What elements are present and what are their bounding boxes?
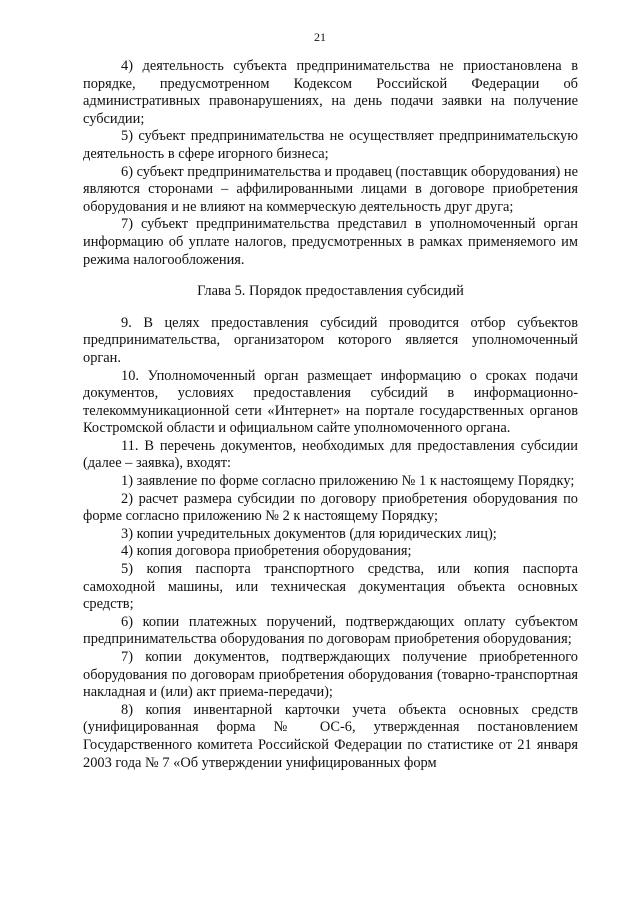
list-item-6: 6) копии платежных поручений, подтверждающих оплату субъектом предпринимательства оборудования по договорам приобретения оборудования; (83, 613, 578, 648)
list-item-2: 2) расчет размера субсидии по договору приобретения оборудования по форме согласно приложению № 2 к настоящему Порядку; (83, 490, 578, 525)
paragraph-10: 10. Уполномоченный орган размещает информацию о сроках подачи документов, условиях предоставления субсидий в информационно-телекоммуникационной сети «Интернет» на портале государственных органов Костромской области и официальном сайте уполномоченного органа. (83, 367, 578, 437)
paragraph-condition-7: 7) субъект предпринимательства представил в уполномоченный орган информацию об уплате налогов, предусмотренных в рамках применяемого им режима налогообложения. (83, 216, 578, 268)
document-body (83, 58, 578, 772)
list-item-5: 5) копия паспорта транспортного средства, или копия паспорта самоходной машины, или техническая документация объекта основных средств; (83, 561, 578, 613)
paragraph-11: 11. В перечень документов, необходимых для предоставления субсидии (далее – заявка), входят: (83, 437, 578, 472)
paragraph-condition-6: 6) субъект предпринимательства и продавец (поставщик оборудования) не являются сторонами – аффилированными лицами в договоре приобретения оборудования и не влияют на коммерческую деятельность друг друга; (83, 163, 578, 215)
list-item-7: 7) копии документов, подтверждающих получение приобретенного оборудования по договорам приобретения оборудования (товарно-транспортная накладная и (или) акт приема-передачи); (83, 649, 578, 701)
list-item-1: 1) заявление по форме согласно приложению № 1 к настоящему Порядку; (121, 473, 575, 490)
list-item-4: 4) копия договора приобретения оборудования; (121, 543, 412, 560)
page-number: 21 (314, 30, 326, 44)
chapter-heading: Глава 5. Порядок предоставления субсидий (197, 283, 464, 300)
list-item-3: 3) копии учредительных документов (для юридических лиц); (121, 525, 497, 542)
paragraph-condition-5: 5) субъект предпринимательства не осуществляет предпринимательскую деятельность в сфере игорного бизнеса; (83, 128, 578, 162)
paragraph-condition-4: 4) деятельность субъекта предпринимательства не приостановлена в порядке, предусмотренном Кодексом Российской Федерации об административных правонарушениях, на день подачи заявки на получение субсидии; (83, 58, 578, 127)
paragraph-9: 9. В целях предоставления субсидий проводится отбор субъектов предпринимательства, организатором которого является уполномоченный орган. (83, 314, 578, 366)
list-item-8: 8) копия инвентарной карточки учета объекта основных средств (унифицированная форма № ОС-6, утвержденная постановлением Государственного комитета Российской Федерации по статистике от 21 января 2003 года № 7 «Об утверждении унифицированных форм (83, 701, 578, 771)
